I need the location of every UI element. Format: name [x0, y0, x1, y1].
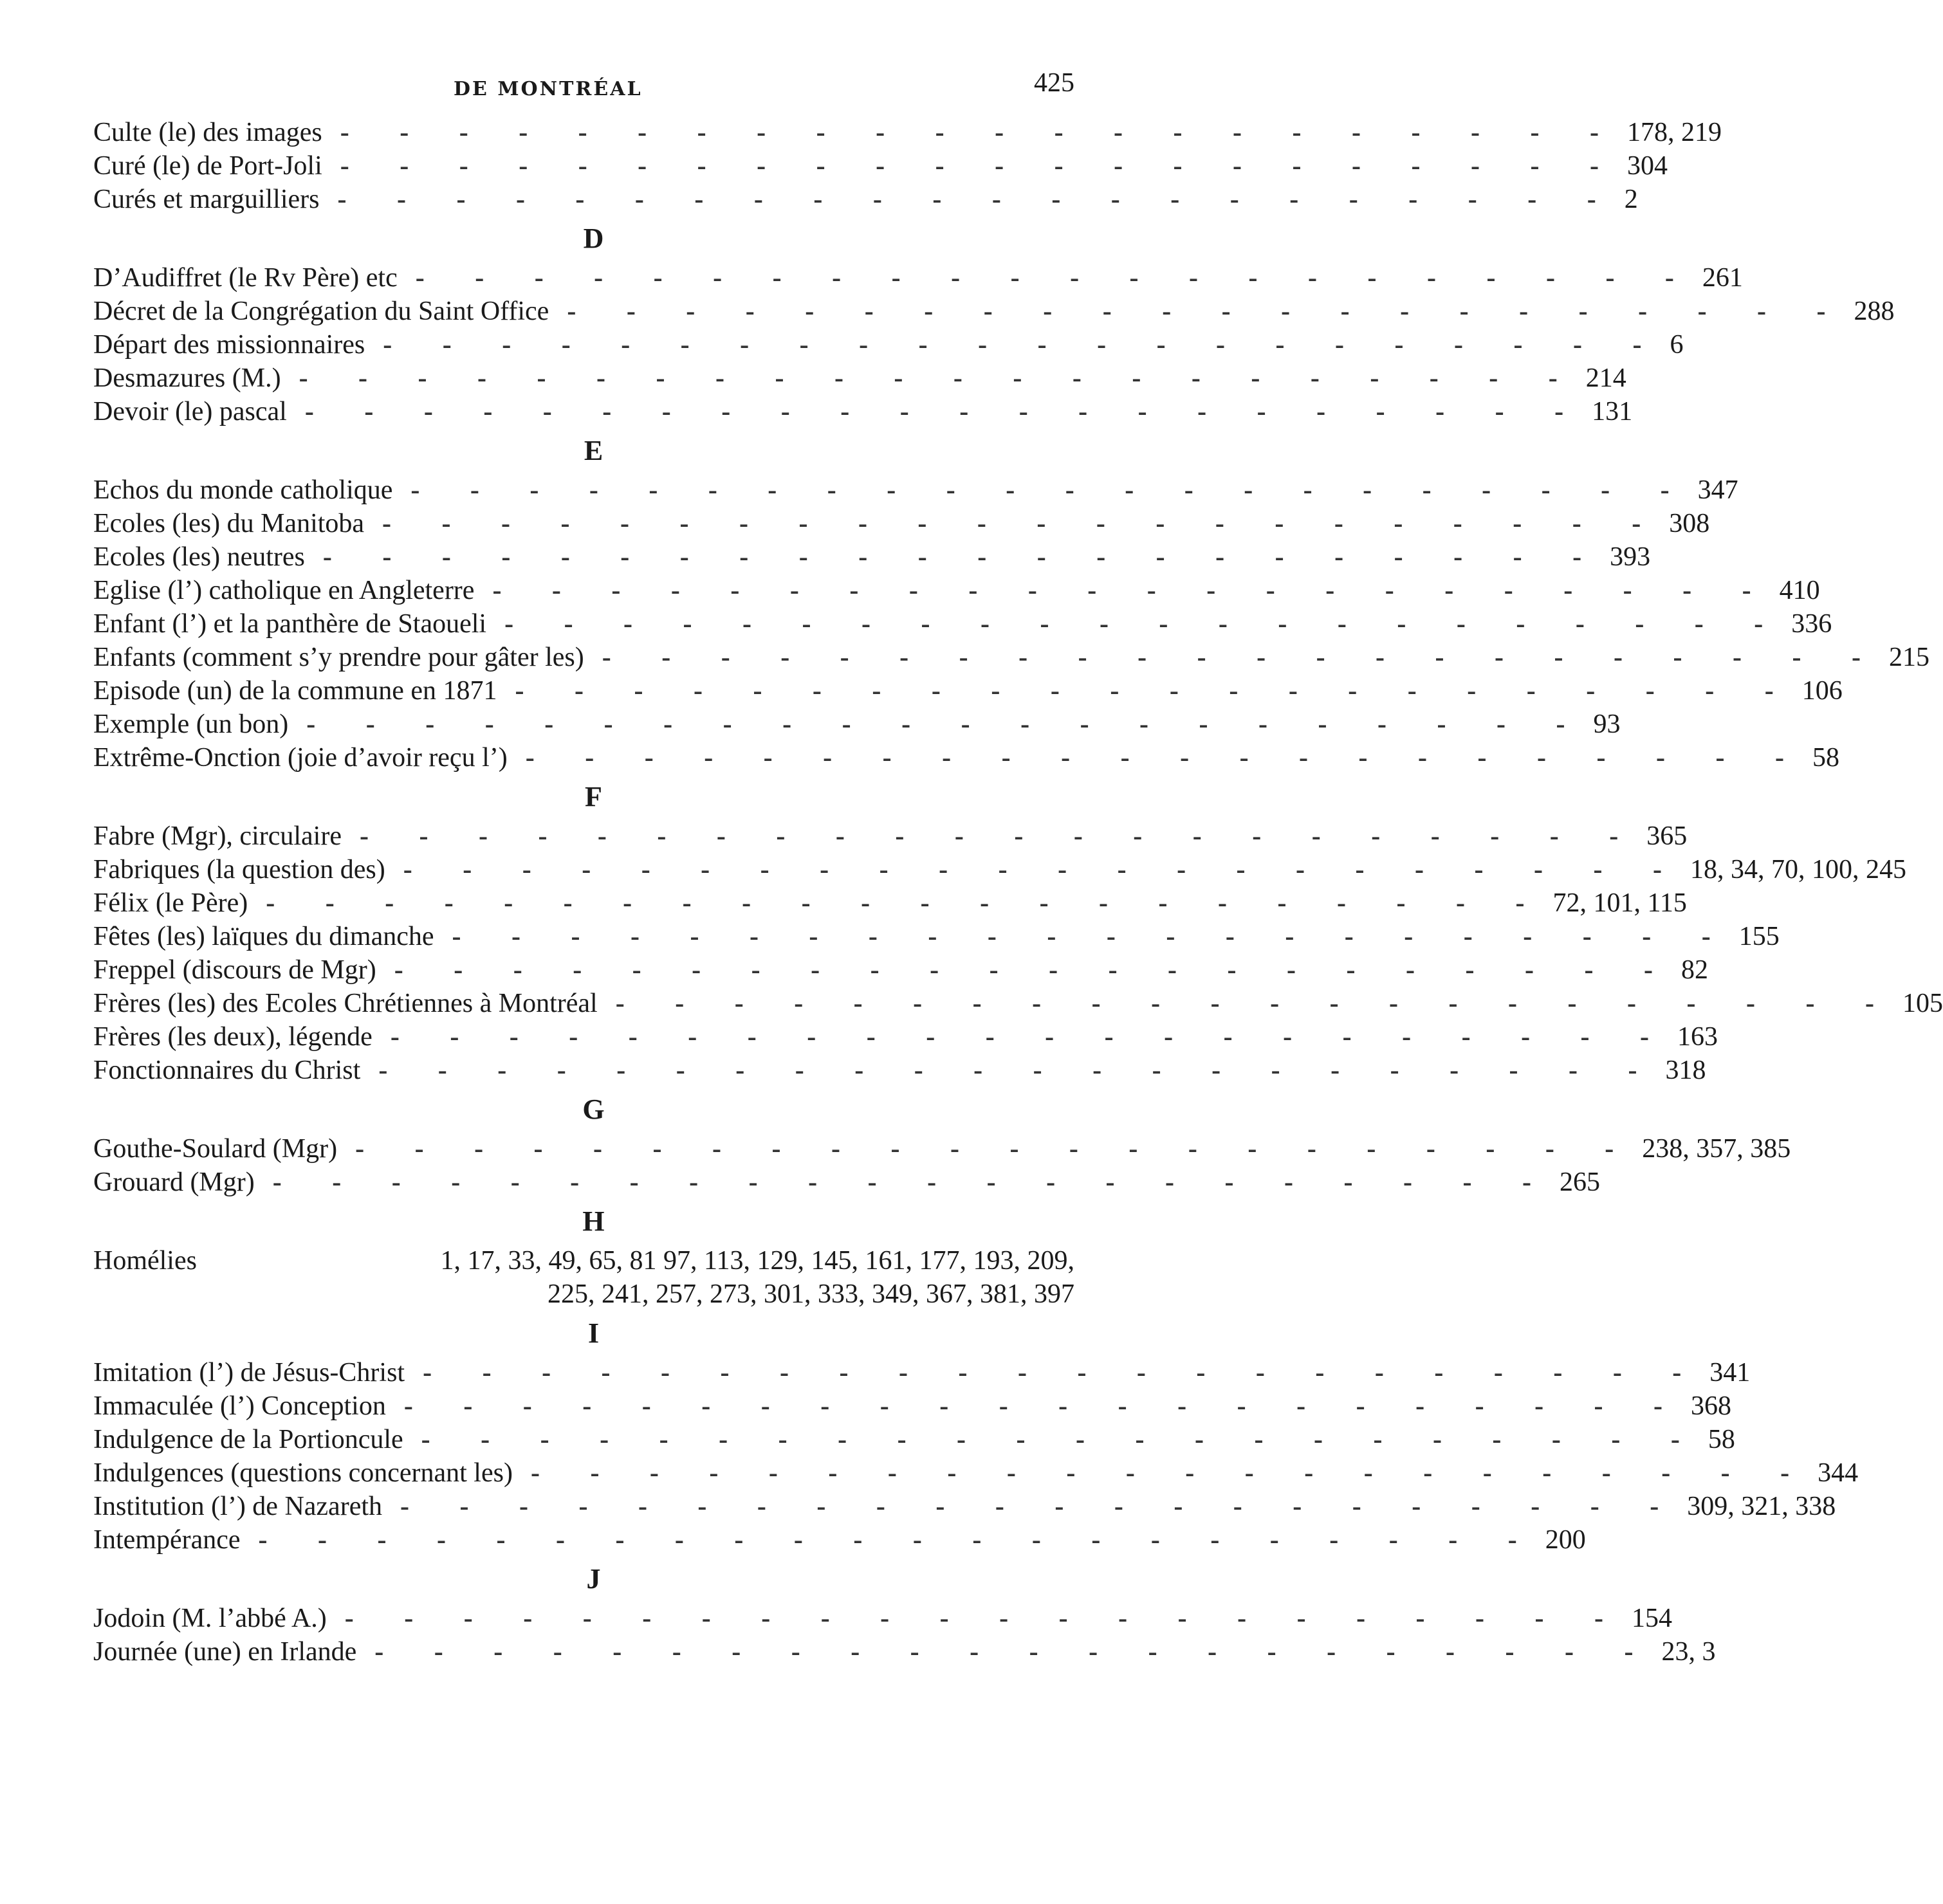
entry-label: Ecoles (les) du Manitoba — [93, 509, 365, 538]
entry-pages: 288 — [1854, 297, 1895, 326]
entry-label: Enfant (l’) et la panthère de Staoueli — [93, 609, 487, 639]
dot-leader: - - - - - - - - - - - - - - - - - - - - - - — [344, 1604, 1625, 1633]
dot-leader: - - - - - - - - - - - - - - - - - - - - - - — [602, 643, 1883, 672]
index-entry — [93, 1602, 1672, 1635]
entry-pages: 261 — [1702, 263, 1743, 293]
entry-pages: 304 — [1626, 151, 1668, 181]
index-entry — [93, 1054, 1706, 1087]
entry-pages: 58 — [1708, 1425, 1735, 1454]
entry-label: Journée (une) en Irlande — [93, 1637, 357, 1667]
entry-pages: 347 — [1697, 475, 1738, 505]
index-entry — [93, 1166, 1600, 1199]
entry-label: Grouard (Mgr) — [93, 1167, 255, 1197]
entry-label: Extrême-Onction (joie d’avoir reçu l’) — [93, 743, 508, 773]
entry-label: Eglise (l’) catholique en Angleterre — [93, 576, 475, 605]
entry-label: Institution (l’) de Nazareth — [93, 1492, 382, 1521]
dot-leader: - - - - - - - - - - - - - - - - - - - - - - — [374, 1637, 1655, 1667]
index-page — [93, 68, 1943, 1856]
index-entry — [93, 674, 1843, 708]
index-entry — [93, 987, 1943, 1020]
entry-label: Imitation (l’) de Jésus-Christ — [93, 1358, 405, 1387]
index-entry — [93, 1490, 1836, 1523]
entry-pages: 238, 357, 385 — [1642, 1134, 1791, 1164]
dot-leader: - - - - - - - - - - - - - - - - - - - - - - — [394, 955, 1675, 985]
dot-leader: - - - - - - - - - - - - - - - - - - - - - - — [390, 1022, 1671, 1052]
index-entry — [93, 149, 1668, 183]
entry-label: Frères (les) des Ecoles Chrétiennes à Montréal — [93, 989, 598, 1018]
dot-leader: - - - - - - - - - - - - - - - - - - - - - - — [515, 676, 1796, 706]
entry-pages: 178, 219 — [1626, 118, 1722, 147]
entry-pages: 82 — [1681, 955, 1708, 985]
index-entry — [93, 1635, 1716, 1669]
section-letter: J — [586, 1563, 601, 1595]
entry-label: Enfants (comment s’y prendre pour gâter les) — [93, 643, 584, 672]
entry-label: Fêtes (les) laïques du dimanche — [93, 922, 434, 951]
entry-pages: 200 — [1545, 1525, 1586, 1555]
index-entry — [93, 1020, 1718, 1054]
entry-label: Intempérance — [93, 1525, 241, 1555]
entry-label: Félix (le Père) — [93, 888, 248, 918]
entry-label: Ecoles (les) neutres — [93, 542, 305, 572]
dot-leader: - - - - - - - - - - - - - - - - - - - - - - — [322, 542, 1604, 572]
entry-pages: 393 — [1610, 542, 1651, 572]
entry-label: Curé (le) de Port-Joli — [93, 151, 322, 181]
entry-label: Desmazures (M.) — [93, 363, 281, 393]
entry-label: Exemple (un bon) — [93, 709, 289, 739]
entry-pages: 2 — [1624, 185, 1638, 214]
entry-pages-line2: 225, 241, 257, 273, 301, 333, 349, 367, 381, 397 — [548, 1279, 1074, 1309]
entry-label: Gouthe-Soulard (Mgr) — [93, 1134, 338, 1164]
entry-label: D’Audiffret (le Rv Père) etc — [93, 263, 398, 293]
dot-leader: - - - - - - - - - - - - - - - - - - - - - - — [452, 922, 1733, 951]
section-letter: G — [582, 1094, 605, 1125]
entry-label: Freppel (discours de Mgr) — [93, 955, 376, 985]
dot-leader: - - - - - - - - - - - - - - - - - - - - - - — [383, 330, 1664, 360]
entry-pages: 93 — [1593, 709, 1621, 739]
index-entry — [93, 1423, 1735, 1456]
dot-leader: - - - - - - - - - - - - - - - - - - - - - - — [410, 475, 1691, 505]
entry-pages: 265 — [1559, 1167, 1600, 1197]
dot-leader: - - - - - - - - - - - - - - - - - - - - - - — [615, 989, 1896, 1018]
dot-leader: - - - - - - - - - - - - - - - - - - - - - - — [504, 609, 1785, 639]
index-entry — [93, 1132, 1791, 1166]
entry-pages: 106 — [1801, 676, 1843, 706]
dot-leader: - - - - - - - - - - - - - - - - - - - - - - — [403, 855, 1684, 884]
index-entry — [93, 920, 1780, 953]
dot-leader: - - - - - - - - - - - - - - - - - - - - - - — [403, 1391, 1685, 1421]
index-entry — [93, 507, 1710, 540]
entry-pages: 336 — [1791, 609, 1832, 639]
entry-pages: 318 — [1665, 1056, 1706, 1085]
index-entry — [93, 886, 1687, 920]
section-e — [93, 428, 1929, 774]
entry-label: Culte (le) des images — [93, 118, 322, 147]
entry-label: Immaculée (l’) Conception — [93, 1391, 386, 1421]
section-letter: E — [584, 435, 603, 466]
dot-leader: - - - - - - - - - - - - - - - - - - - - - - — [306, 709, 1587, 739]
index-entry — [93, 328, 1684, 362]
dot-leader: - - - - - - - - - - - - - - - - - - - - - - — [266, 888, 1547, 918]
index-entry — [93, 1456, 1859, 1490]
entry-pages: 410 — [1779, 576, 1820, 605]
entry-label: Décret de la Congrégation du Saint Office — [93, 297, 549, 326]
dot-leader: - - - - - - - - - - - - - - - - - - - - - - — [421, 1425, 1702, 1454]
index-entry — [93, 574, 1820, 607]
section-g — [93, 1087, 1791, 1199]
dot-leader: - - - - - - - - - - - - - - - - - - - - - - — [378, 1056, 1659, 1085]
entry-pages: 18, 34, 70, 100, 245 — [1690, 855, 1906, 884]
entry-pages: 365 — [1646, 821, 1688, 851]
dot-leader: - - - - - - - - - - - - - - - - - - - - - - — [299, 363, 1579, 393]
dot-leader: - - - - - - - - - - - - - - - - - - - - - - — [530, 1458, 1812, 1488]
entry-label: Episode (un) de la commune en 1871 — [93, 676, 497, 706]
entry-label: Jodoin (M. l’abbé A.) — [93, 1604, 327, 1633]
entry-label: Indulgence de la Portioncule — [93, 1425, 403, 1454]
entry-pages: 58 — [1812, 743, 1839, 773]
dot-leader: - - - - - - - - - - - - - - - - - - - - - - — [258, 1525, 1539, 1555]
entry-label: Echos du monde catholique — [93, 475, 393, 505]
entry-pages: 308 — [1669, 509, 1710, 538]
entry-pages-line1: 1, 17, 33, 49, 65, 81 97, 113, 129, 145, 161, 177, 193, 209, — [440, 1246, 1074, 1276]
index-entry — [93, 295, 1895, 328]
entry-pages: 155 — [1738, 922, 1780, 951]
dot-leader: - - - - - - - - - - - - - - - - - - - - - - — [567, 297, 1848, 326]
section-letter: I — [587, 1317, 600, 1349]
entry-label: Fabre (Mgr), circulaire — [93, 821, 342, 851]
dot-leader: - - - - - - - - - - - - - - - - - - - - - - — [355, 1134, 1636, 1164]
entry-label: Devoir (le) pascal — [93, 397, 287, 426]
index-entry — [93, 362, 1626, 395]
dot-leader: - - - - - - - - - - - - - - - - - - - - - - — [272, 1167, 1553, 1197]
section-letter: F — [585, 781, 602, 812]
entry-label: Indulgences (questions concernant les) — [93, 1458, 513, 1488]
index-entry — [93, 473, 1738, 507]
section-j — [93, 1557, 1716, 1669]
section-h — [93, 1199, 1074, 1311]
index-entry — [93, 953, 1708, 987]
entry-label: Homélies — [93, 1246, 197, 1276]
dot-leader: - - - - - - - - - - - - - - - - - - - - - - — [423, 1358, 1704, 1387]
homelies-entry — [93, 1244, 1074, 1311]
index-entry — [93, 607, 1832, 641]
page-number: 425 — [1034, 68, 1074, 98]
dot-leader: - - - - - - - - - - - - - - - - - - - - - - — [304, 397, 1586, 426]
dot-leader: - - - - - - - - - - - - - - - - - - - - - - — [340, 118, 1621, 147]
dot-leader: - - - - - - - - - - - - - - - - - - - - - - — [525, 743, 1806, 773]
index-entry — [93, 1389, 1732, 1423]
entry-pages: 23, 3 — [1661, 1637, 1716, 1667]
section-letter: D — [583, 223, 604, 254]
index-entry — [93, 1356, 1751, 1389]
index-entry — [93, 1523, 1586, 1557]
section-letter: H — [582, 1205, 605, 1237]
dot-leader: - - - - - - - - - - - - - - - - - - - - - - — [359, 821, 1641, 851]
dot-leader: - - - - - - - - - - - - - - - - - - - - - - — [415, 263, 1696, 293]
entry-label: Fonctionnaires du Christ — [93, 1056, 361, 1085]
index-entry — [93, 540, 1651, 574]
section-d — [93, 216, 1895, 428]
entry-pages: 214 — [1585, 363, 1626, 393]
entry-label: Curés et marguilliers — [93, 185, 320, 214]
entry-pages: 72, 101, 115 — [1552, 888, 1687, 918]
entry-pages: 341 — [1709, 1358, 1751, 1387]
dot-leader: - - - - - - - - - - - - - - - - - - - - - - — [400, 1492, 1681, 1521]
index-entry — [93, 116, 1722, 149]
entry-pages: 344 — [1818, 1458, 1859, 1488]
running-title: DE MONTRÉAL — [454, 78, 643, 100]
dot-leader: - - - - - - - - - - - - - - - - - - - - - - — [492, 576, 1773, 605]
entry-pages: 131 — [1592, 397, 1633, 426]
index-entry — [93, 261, 1743, 295]
dot-leader: - - - - - - - - - - - - - - - - - - - - - - — [337, 185, 1618, 214]
index-entry — [93, 853, 1906, 886]
entry-pages: 163 — [1677, 1022, 1718, 1052]
dot-leader: - - - - - - - - - - - - - - - - - - - - - - — [340, 151, 1621, 181]
index-entry — [93, 741, 1839, 774]
section-f — [93, 774, 1943, 1087]
index-entry — [93, 708, 1621, 741]
entry-pages: 215 — [1888, 643, 1929, 672]
entry-label: Fabriques (la question des) — [93, 855, 385, 884]
page-header — [93, 68, 1074, 116]
entry-label: Frères (les deux), légende — [93, 1022, 373, 1052]
section-c-tail — [93, 116, 1722, 216]
entry-pages: 105 — [1902, 989, 1943, 1018]
index-entry — [93, 819, 1688, 853]
entry-pages: 154 — [1632, 1604, 1672, 1633]
entry-pages: 309, 321, 338 — [1687, 1492, 1836, 1521]
dot-leader: - - - - - - - - - - - - - - - - - - - - - - — [382, 509, 1663, 538]
index-entry — [93, 641, 1929, 674]
section-i — [93, 1311, 1859, 1557]
index-entry — [93, 183, 1638, 216]
entry-label: Départ des missionnaires — [93, 330, 365, 360]
entry-pages: 6 — [1670, 330, 1684, 360]
entry-pages: 368 — [1691, 1391, 1732, 1421]
index-entry — [93, 395, 1633, 428]
